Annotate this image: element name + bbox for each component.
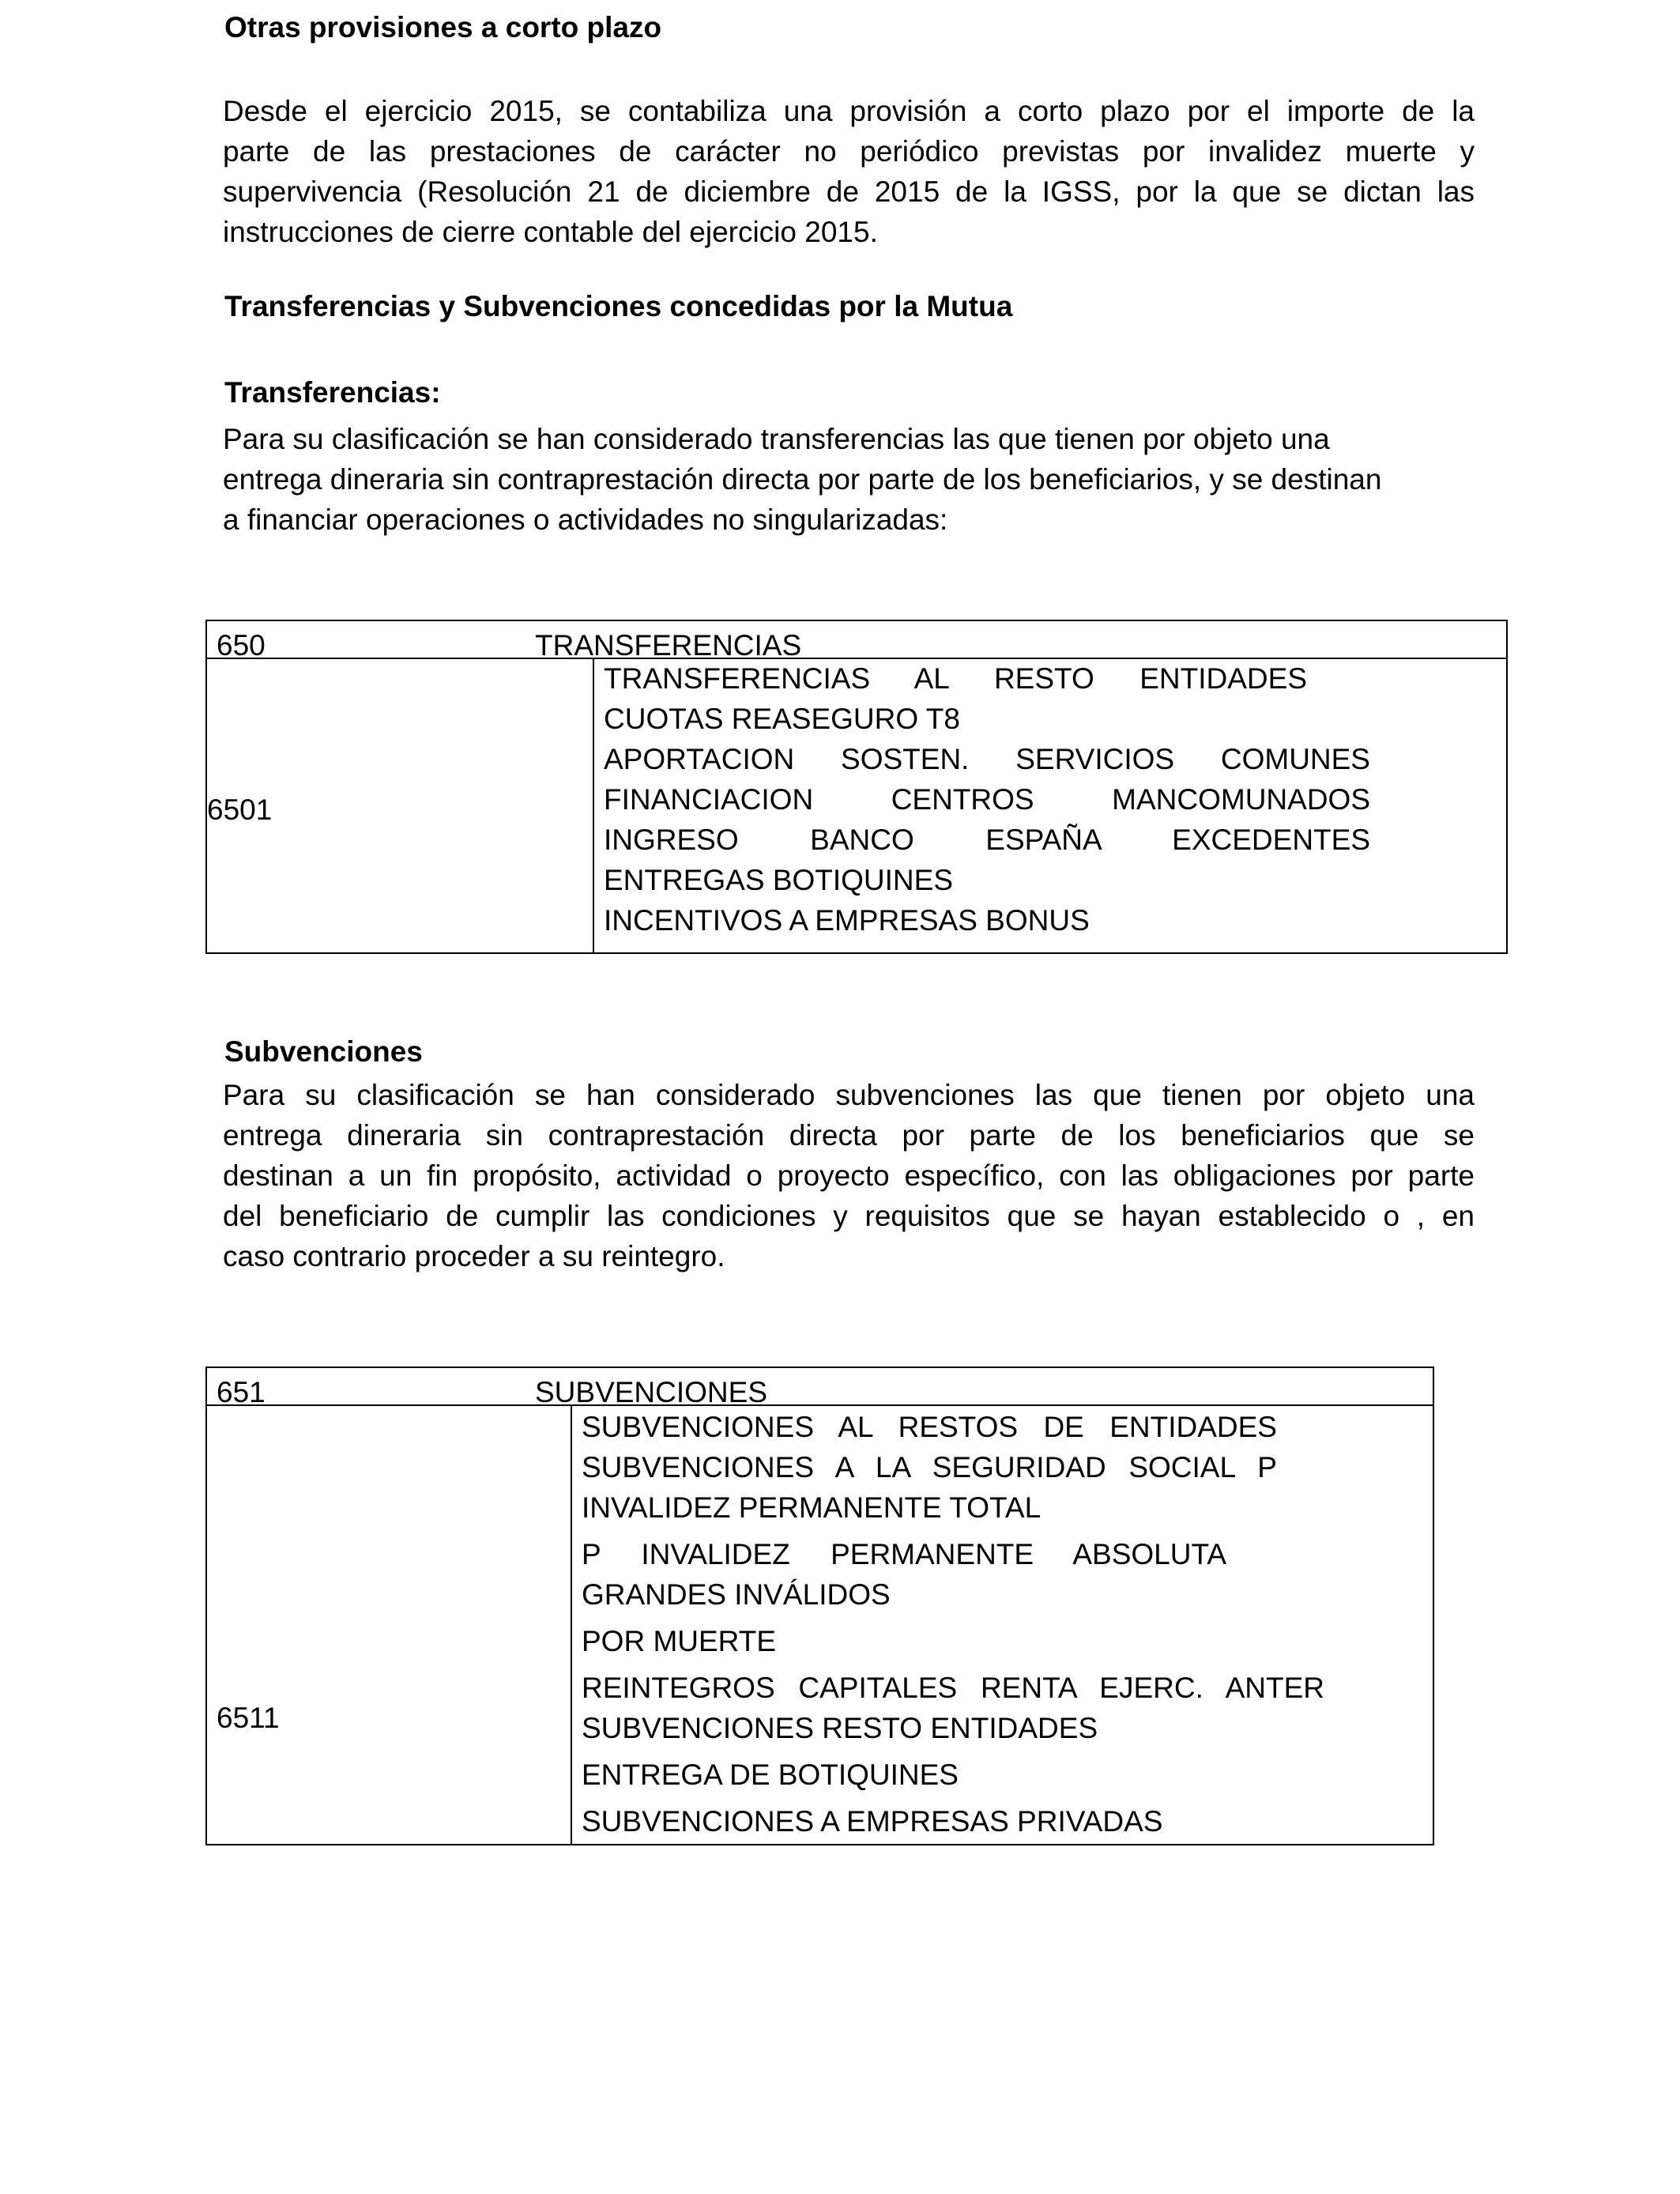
account-title: TRANSFERENCIAS: [535, 629, 802, 659]
transferencias-item-list: [604, 661, 1574, 943]
list-item: INVALIDEZ PERMANENTE TOTAL: [582, 1491, 1042, 1524]
table-header: [207, 1368, 1433, 1406]
list-item: REINTEGROS CAPITALES RENTA EJERC. ANTER: [582, 1672, 1324, 1704]
list-item: SUBVENCIONES A EMPRESAS PRIVADAS: [582, 1805, 1163, 1838]
paragraph-transferencias: [223, 419, 1456, 540]
paragraph-line: entrega dineraria sin contraprestación directa por parte de los beneficiarios que se: [223, 1119, 1475, 1152]
paragraph-line: Desde el ejercicio 2015, se contabiliza una provisión a corto plazo por el importe de la: [223, 95, 1475, 127]
paragraph-otras-provisiones: [223, 91, 1475, 252]
list-item: SUBVENCIONES AL RESTOS DE ENTIDADES: [582, 1411, 1277, 1443]
list-item: TRANSFERENCIAS AL RESTO ENTIDADES: [604, 662, 1307, 695]
list-item: APORTACION SOSTEN. SERVICIOS COMUNES: [604, 743, 1370, 775]
account-code: 651: [217, 1376, 266, 1406]
heading-otras-provisiones: Otras provisiones a corto plazo: [224, 11, 662, 43]
subaccount-code: 6511: [217, 1702, 280, 1734]
list-item: P INVALIDEZ PERMANENTE ABSOLUTA: [582, 1538, 1226, 1570]
list-item: SUBVENCIONES RESTO ENTIDADES: [582, 1712, 1098, 1744]
list-item: INGRESO BANCO ESPAÑA EXCEDENTES: [604, 824, 1370, 856]
subaccount-cell: [207, 1404, 572, 1844]
account-title: SUBVENCIONES: [535, 1376, 768, 1406]
list-item: INCENTIVOS A EMPRESAS BONUS: [604, 904, 1090, 937]
paragraph-line: parte de las prestaciones de carácter no periódico previstas por invalidez muerte y: [223, 135, 1475, 168]
paragraph-line: destinan a un fin propósito, actividad o proyecto específico, con las obligaciones por parte: [223, 1159, 1475, 1192]
paragraph-line: del beneficiario de cumplir las condiciones y requisitos que se hayan establecido o , en: [223, 1200, 1475, 1232]
subvenciones-item-list: [582, 1409, 1419, 1844]
table-transferencias: [205, 620, 1508, 954]
paragraph-line: instrucciones de cierre contable del ejercicio 2015.: [223, 216, 878, 248]
list-item: SUBVENCIONES A LA SEGURIDAD SOCIAL P: [582, 1451, 1277, 1483]
list-item: ENTREGA DE BOTIQUINES: [582, 1759, 959, 1791]
subaccount-code: 6501: [207, 794, 273, 826]
paragraph-line: caso contrario proceder a su reintegro.: [223, 1240, 725, 1272]
paragraph-subvenciones: [223, 1075, 1475, 1276]
paragraph-line: Para su clasificación se han considerado transferencias las que tienen por objeto una: [223, 423, 1330, 455]
heading-transferencias: Transferencias:: [224, 376, 441, 409]
paragraph-line: a financiar operaciones o actividades no singularizadas:: [223, 503, 948, 536]
table-header: [207, 621, 1506, 659]
paragraph-line: supervivencia (Resolución 21 de diciembre de 2015 de la IGSS, por la que se dictan las: [223, 175, 1475, 208]
list-item: POR MUERTE: [582, 1625, 777, 1657]
list-item: ENTREGAS BOTIQUINES: [604, 864, 954, 896]
subaccount-cell: [207, 658, 594, 952]
heading-transferencias-subvenciones: Transferencias y Subvenciones concedidas por la Mutua: [224, 290, 1013, 322]
paragraph-line: entrega dineraria sin contraprestación directa por parte de los beneficiarios, y se destinan: [223, 463, 1382, 496]
paragraph-line: Para su clasificación se han considerado subvenciones las que tienen por objeto una: [223, 1079, 1475, 1111]
list-item: FINANCIACION CENTROS MANCOMUNADOS: [604, 783, 1370, 816]
account-code: 650: [217, 629, 266, 659]
list-item: GRANDES INVÁLIDOS: [582, 1578, 891, 1611]
list-item: CUOTAS REASEGURO T8: [604, 703, 960, 735]
heading-subvenciones: Subvenciones: [224, 1035, 423, 1068]
table-subvenciones: [205, 1367, 1434, 1845]
